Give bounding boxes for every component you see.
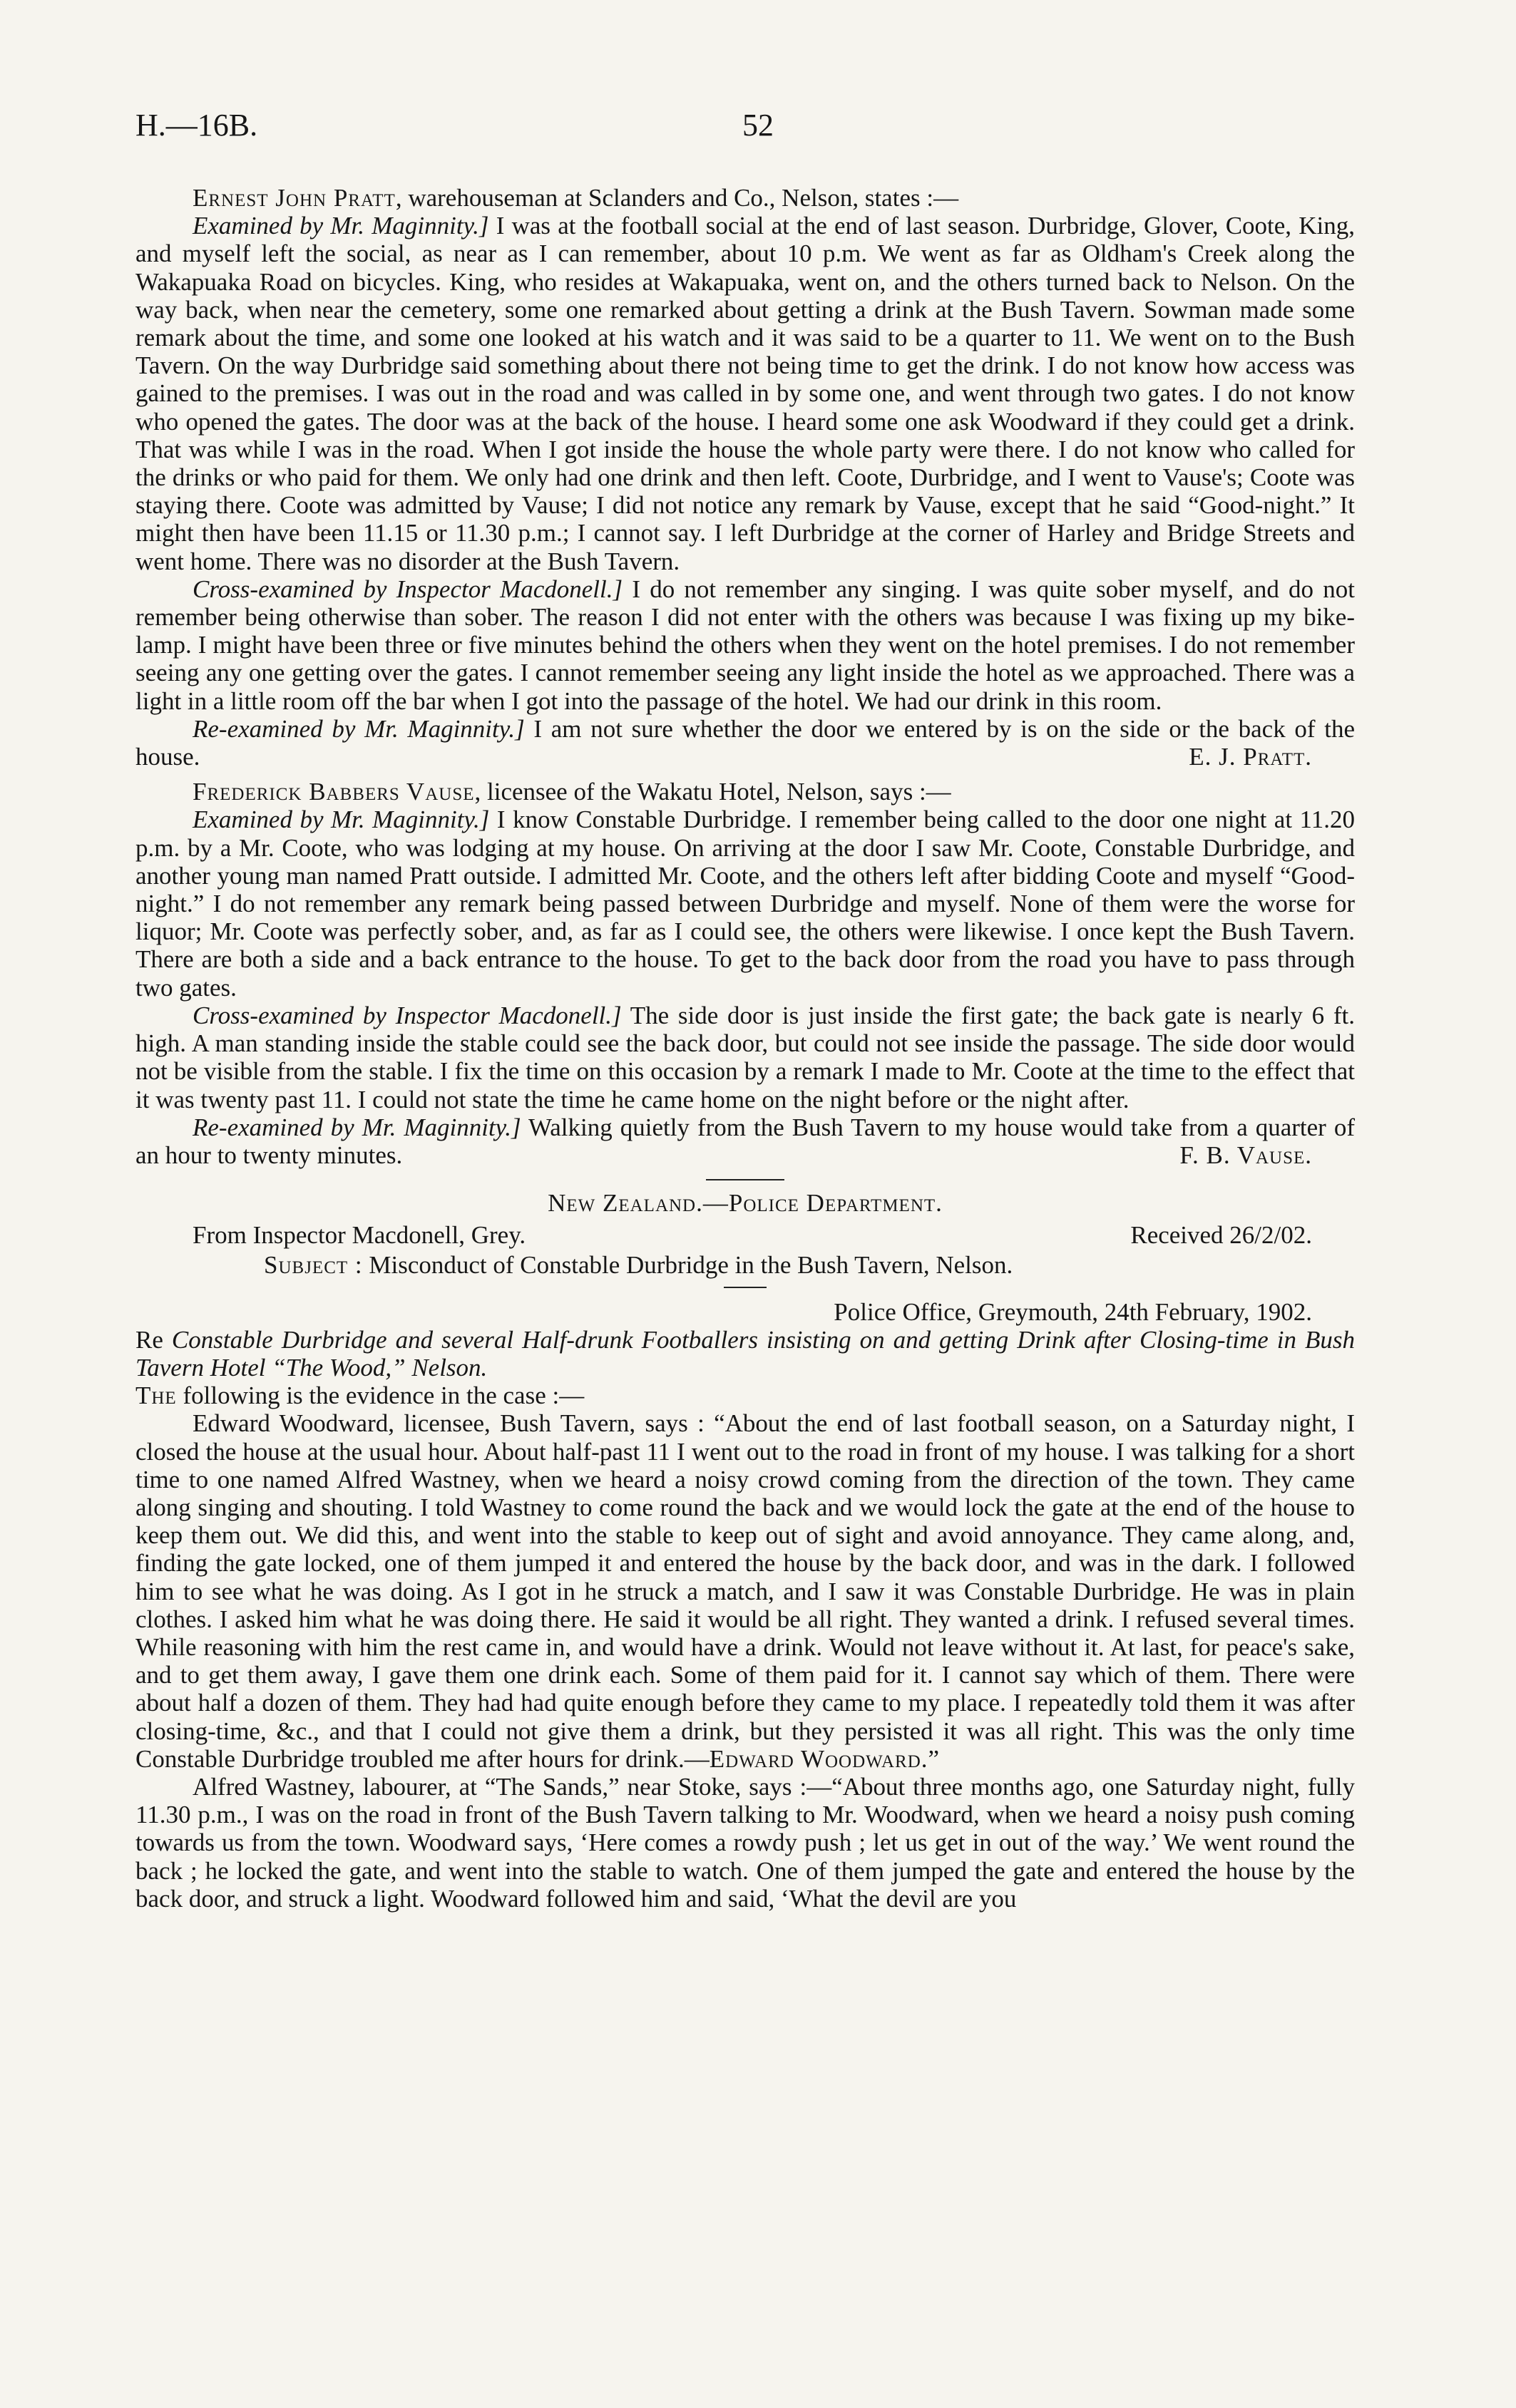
examination-label: Examined by Mr. Maginnity.] xyxy=(193,806,490,834)
page-number: 52 xyxy=(742,108,774,143)
vause-cross-examination: Cross-examined by Inspector Macdonell.] The side door is just inside the first gate; the back gate is nearly 6 ft. high. A man standing inside the stable could see the back door, but could not see inside the passage. The side door would not be visible from the stable. I fix the time on this occasion by a remark I made to Mr. Coote at the time to the effect that it was twenty past 11. I could not state the time he came home on the night before or the night after. xyxy=(135,1001,1355,1113)
woodward-signature: Edward Woodward. xyxy=(709,1744,928,1773)
document-reference: H.—16B. xyxy=(135,108,258,143)
vause-examination: Examined by Mr. Maginnity.] I know Constable Durbridge. I remember being called to the door one night at 11.20 p.m. by a Mr. Coote, who was lodging at my house. On arriving at the door I saw Mr. Coote, Constable Durbridge, and another young man named Pratt outside. I admitted Mr. Coote, and the others left after bidding Coote and myself “Good-night.” I do not remember any remark being passed between Durbridge and myself. None of them were the worse for liquor; Mr. Coote was perfectly sober, and, as far as I could see, the others were likewise. I once kept the Bush Tavern. There are both a side and a back entrance to the house. To get to the back door from the road you have to pass through two gates. xyxy=(135,806,1356,1002)
pratt-intro: Ernest John Pratt, warehouseman at Sclanders and Co., Nelson, states :— xyxy=(193,184,959,212)
cross-examination-label: Cross-examined by Inspector Macdonell.] xyxy=(193,1001,622,1029)
examination-label: Examined by Mr. Maginnity.] xyxy=(193,212,489,240)
wastney-statement: Alfred Wastney, labourer, at “The Sands,” near Stoke, says :—“About three months ago, one Saturday night, fully 11.30 p.m., I was on the road in front of the Bush Tavern talking to Mr. Woodward, when we heard a noisy push coming towards us from the town. Woodward says, ‘Here comes a rowdy push ; let us get in out of the way.’ We went round the back ; he locked the gate, and went into the stable to watch. One of them jumped the gate and entered the house by the back door, and struck a light. Woodward followed him and said, ‘What the devil are you xyxy=(135,1772,1355,1913)
vause-intro: Frederick Babbers Vause, licensee of the Wakatu Hotel, Nelson, says :— xyxy=(193,778,951,806)
police-heading: New Zealand.—Police Department. xyxy=(548,1189,943,1218)
re-examination-label: Re-examined by Mr. Maginnity.] xyxy=(193,1113,521,1141)
vause-signature: F. B. Vause. xyxy=(1179,1141,1312,1169)
section-divider xyxy=(706,1179,784,1180)
pratt-examination: Examined by Mr. Maginnity.] I was at the football social at the end of last season. Durbridge, Glover, Coote, King, and myself left the social, as near as I can remember, about 10 p.m. We went as far as Oldham's Creek along the Wakapuaka Road on bicycles. King, who resides at Wakapuaka, went on, and the others turned back to Nelson. On the way back, when near the cemetery, some one remarked about getting a drink at the Bush Tavern. Sowman made some remark about the time, and some one looked at his watch and it was said to be a quarter to 11. We went on to the Bush Tavern. On the way Durbridge said something about there not being time to get the drink. I do not know how access was gained to the premises. I was out in the road and was called in by some one, and went through two gates. I do not know who opened the gates. The door was at the back of the house. I heard some one ask Woodward if they could get a drink. That was while I was in the road. When I got inside the house the whole party were there. I do not know who called for the drinks or who paid for them. We only had one drink and then left. Coote, Durbridge, and I went to Vause's; Coote was staying there. Coote was admitted by Vause; I did not notice any remark by Vause, except that he said “Good-night.” It might then have been 11.15 or 11.30 p.m.; I cannot say. I left Durbridge at the corner of Harley and Bridge Streets and went home. There was no disorder at the Bush Tavern. xyxy=(135,212,1355,575)
re-label: Re xyxy=(135,1325,163,1354)
pratt-signature: E. J. Pratt. xyxy=(1189,743,1312,771)
page-header xyxy=(135,107,1381,157)
from-text: From Inspector Macdonell, Grey. xyxy=(193,1221,526,1250)
from-line xyxy=(193,1221,1355,1251)
subject-label: Subject : xyxy=(264,1251,363,1280)
witness-name: Ernest John Pratt xyxy=(193,184,396,212)
cross-examination-label: Cross-examined by Inspector Macdonell.] xyxy=(193,575,623,603)
re-line xyxy=(135,1326,1355,1381)
woodward-statement: Edward Woodward, licensee, Bush Tavern, says : “About the end of last football season, on a Saturday night, I closed the house at the usual hour. About half-past 11 I went out to the road in front of my house. I was talking for a short time to one named Alfred Wastney, when we heard a noisy crowd coming from the direction of the town. They came along singing and shouting. I told Wastney to come round the back and we would lock the gate at the end of the house to keep them out. We did this, and went into the stable to keep out of sight and avoid annoyance. They came along, and, finding the gate locked, one of them jumped it and entered the house by the back door, and was in the dark. I followed him to see what he was doing. As I got in he struck a match, and I saw it was Constable Durbridge. He was in plain clothes. I asked him what he was doing there. He said it would be all right. They wanted a drink. I refused several times. While reasoning with him the rest came in, and would have a drink. Would not leave without it. At last, for peace's sake, and to get them away, I gave them one drink each. Some of them paid for it. I cannot say which of them. There were about half a dozen of them. They had had quite enough before they came to my place. I repeatedly told them it was after closing-time, &c., and that I could not give them a drink, but they persisted it was all right. This was the only time Constable Durbridge troubled me after hours for drink.—Edward Woodward.” xyxy=(135,1409,1355,1773)
received-date: Received 26/2/02. xyxy=(1130,1221,1312,1250)
vause-re-examination: Re-examined by Mr. Maginnity.] Walking quietly from the Bush Tavern to my house would take from a quarter of an hour to twenty minutes. F. B. Vause. xyxy=(135,1113,1355,1169)
subject-line: Subject : Misconduct of Constable Durbridge in the Bush Tavern, Nelson. xyxy=(264,1251,1013,1280)
re-text: Constable Durbridge and several Half-drunk Footballers insisting on and getting Drink after Closing-time in Bush Tavern Hotel “The Wood,” Nelson. xyxy=(135,1325,1356,1381)
witness-name: Frederick Babbers Vause xyxy=(193,778,475,806)
re-examination-label: Re-examined by Mr. Maginnity.] xyxy=(193,714,525,743)
evidence-intro: The following is the evidence in the case :— xyxy=(135,1381,585,1410)
place-date: Police Office, Greymouth, 24th February, 1902. xyxy=(834,1297,1312,1326)
pratt-cross-examination: Cross-examined by Inspector Macdonell.] I do not remember any singing. I was quite sober myself, and do not remember being otherwise than sober. The reason I did not enter with the others was because I was fixing up my bike-lamp. I might have been three or five minutes behind the others when they went on the hotel premises. I do not remember seeing any one getting over the gates. I cannot remember seeing any light inside the hotel as we approached. There was a light in a little room off the bar when I got into the passage of the hotel. We had our drink in this room. xyxy=(135,575,1355,715)
subject-divider xyxy=(724,1287,767,1288)
pratt-re-examination: Re-examined by Mr. Maginnity.] I am not sure whether the door we entered by is on the side or the back of the house. E. J. Pratt. xyxy=(135,714,1356,771)
document-body xyxy=(135,184,1355,1913)
